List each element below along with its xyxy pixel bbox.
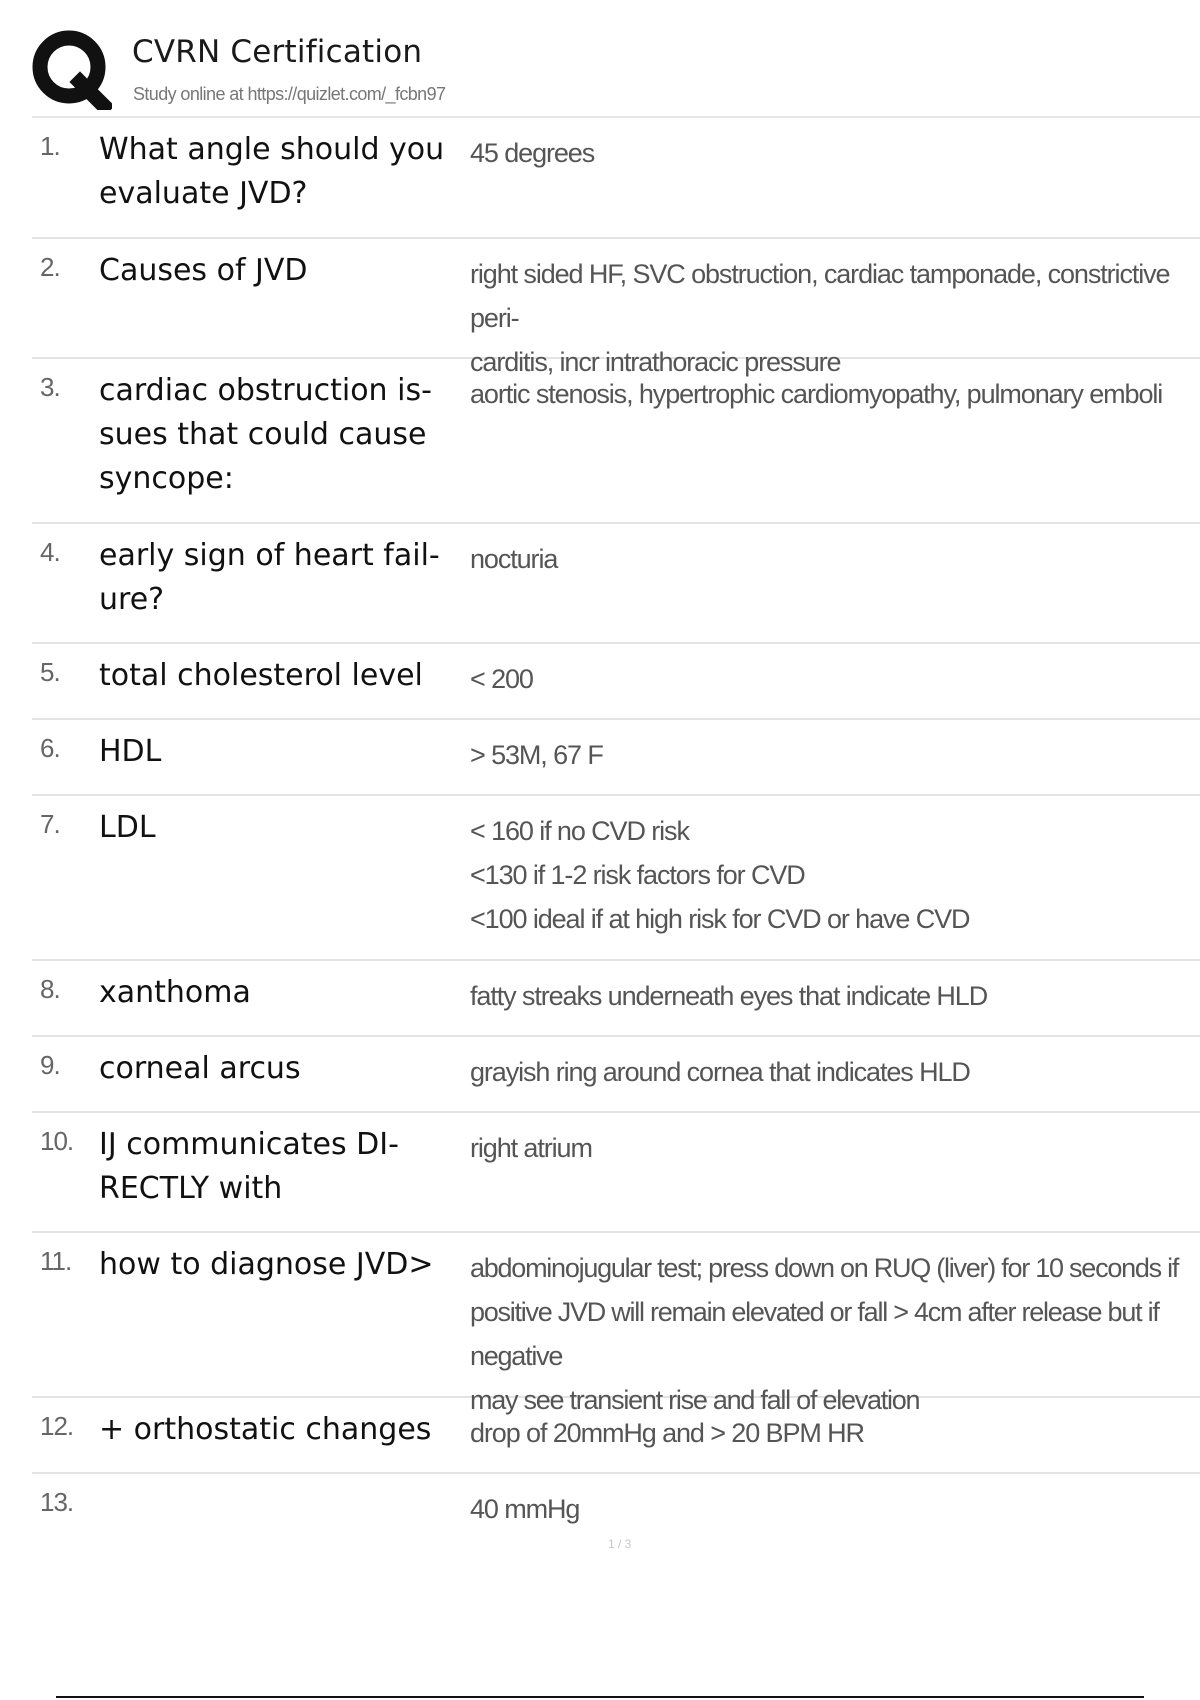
flashcard-row <box>32 1037 1200 1113</box>
card-number: 10. <box>40 1126 74 1156</box>
flashcard-row <box>32 1398 1200 1474</box>
card-number: 11. <box>40 1246 72 1276</box>
card-term: corneal arcus <box>99 1051 301 1086</box>
card-definition: 45 degrees <box>470 138 595 168</box>
card-term: Causes of JVD <box>99 253 308 288</box>
card-definition: > 53M, 67 F <box>470 740 603 770</box>
card-number: 1. <box>40 131 60 161</box>
card-term: + orthostatic changes <box>99 1412 432 1447</box>
quizlet-q-logo-icon <box>32 30 112 110</box>
flashcard-row <box>32 720 1200 796</box>
flashcard-row <box>32 1233 1200 1415</box>
card-number: 2. <box>40 252 60 282</box>
card-term: total cholesterol level <box>99 658 423 693</box>
card-term: HDL <box>99 734 162 769</box>
card-number: 3. <box>40 372 60 402</box>
card-definition: < 160 if no CVD risk <130 if 1-2 risk factors for CVD <100 ideal if at high risk for CVD or have CVD <box>470 816 970 934</box>
card-term: IJ communicates DI- RECTLY with <box>99 1127 399 1206</box>
flashcard-row <box>32 1113 1200 1233</box>
card-term: xanthoma <box>99 975 251 1010</box>
document-title: CVRN Certification <box>132 34 423 70</box>
card-definition: grayish ring around cornea that indicates HLD <box>470 1057 970 1087</box>
card-definition: aortic stenosis, hypertrophic cardiomyopathy, pulmonary emboli <box>470 379 1163 409</box>
card-definition: drop of 20mmHg and > 20 BPM HR <box>470 1418 864 1448</box>
flashcard-row <box>32 524 1200 644</box>
flashcard-row <box>32 961 1200 1037</box>
flashcard-row <box>32 359 1200 524</box>
card-term: cardiac obstruction is- sues that could cause syncope: <box>99 373 432 496</box>
card-number: 7. <box>40 809 60 839</box>
card-term: how to diagnose JVD> <box>99 1247 434 1282</box>
card-definition: right atrium <box>470 1133 592 1163</box>
card-number: 13. <box>40 1487 74 1517</box>
page-bottom-rule <box>56 1696 1144 1698</box>
card-definition: fatty streaks underneath eyes that indicate HLD <box>470 981 988 1011</box>
card-number: 6. <box>40 733 60 763</box>
card-term: What angle should you evaluate JVD? <box>99 132 445 211</box>
card-definition: < 200 <box>470 664 533 694</box>
study-online-link[interactable]: Study online at https://quizlet.com/_fcbn97 <box>133 84 446 104</box>
card-number: 9. <box>40 1050 60 1080</box>
card-definition: 40 mmHg <box>470 1494 580 1524</box>
card-definition: nocturia <box>470 544 558 574</box>
card-term: LDL <box>99 810 156 845</box>
card-number: 5. <box>40 657 60 687</box>
flashcard-list <box>32 118 1200 1550</box>
flashcard-row <box>32 118 1200 239</box>
document-header <box>32 30 1200 118</box>
card-term: early sign of heart fail- ure? <box>99 538 440 617</box>
flashcard-row <box>32 239 1200 377</box>
card-definition: right sided HF, SVC obstruction, cardiac tamponade, constrictive peri- carditis, incr intrathoracic pressure <box>470 259 1170 377</box>
card-number: 4. <box>40 537 60 567</box>
page-indicator: 1 / 3 <box>608 1537 632 1551</box>
card-number: 8. <box>40 974 60 1004</box>
card-number: 12. <box>40 1411 74 1441</box>
card-definition: abdominojugular test; press down on RUQ (liver) for 10 seconds if positive JVD will remain elevated or fall > 4cm after release but if negative may see transient rise and fall of elevation <box>470 1253 1179 1415</box>
flashcard-row <box>32 796 1200 961</box>
flashcard-row <box>32 644 1200 720</box>
